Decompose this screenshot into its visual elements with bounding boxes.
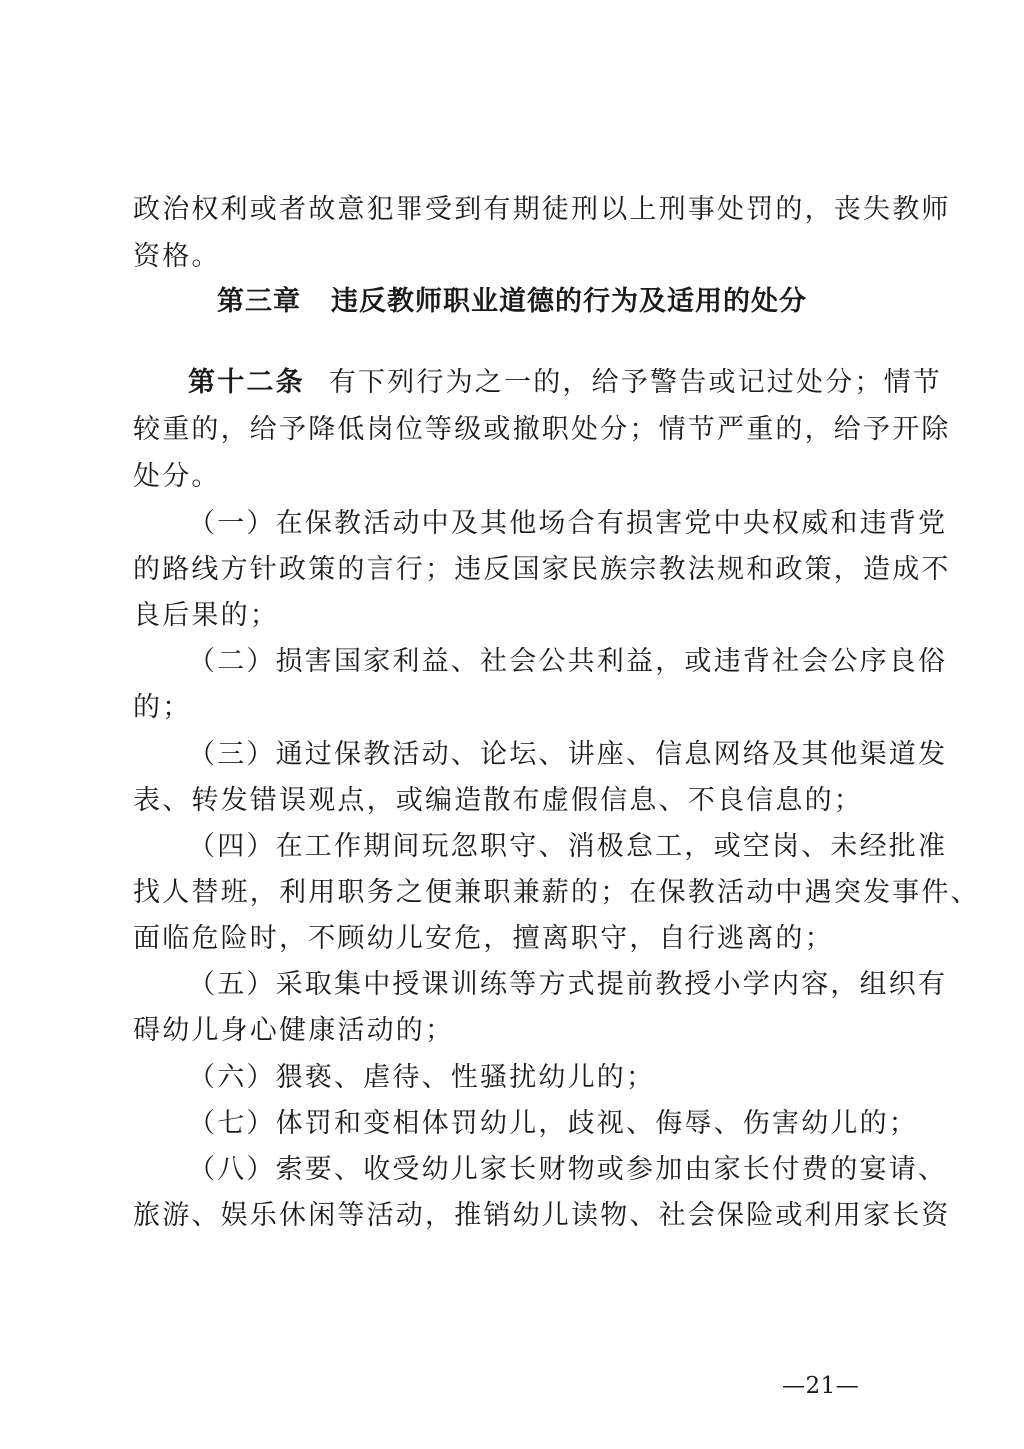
item-1-line-2: 的路线方针政策的言行；违反国家民族宗教法规和政策，造成不 bbox=[133, 554, 951, 585]
item-4-line-1: （四）在工作期间玩忽职守、消极怠工，或空岗、未经批准 bbox=[188, 831, 948, 862]
chapter-heading bbox=[0, 285, 1024, 319]
item-6-line-1: （六）猥亵、虐待、性骚扰幼儿的； bbox=[188, 1062, 656, 1093]
article-label: 第十二条 bbox=[188, 367, 305, 398]
item-4-line-3: 面临危险时，不顾幼儿安危，擅离职守，自行逃离的； bbox=[133, 923, 834, 954]
item-1-line-1: （一）在保教活动中及其他场合有损害党中央权威和违背党 bbox=[188, 508, 948, 539]
chapter-title: 违反教师职业道德的行为及适用的处分 bbox=[331, 286, 807, 317]
item-3-line-2: 表、转发错误观点，或编造散布虚假信息、不良信息的； bbox=[133, 785, 863, 816]
item-4-line-2: 找人替班，利用职务之便兼职兼薪的；在保教活动中遇突发事件、 bbox=[133, 877, 980, 908]
item-2-line-2: 的； bbox=[133, 692, 192, 723]
item-3-line-1: （三）通过保教活动、论坛、讲座、信息网络及其他渠道发 bbox=[188, 739, 948, 770]
item-5-line-1: （五）采取集中授课训练等方式提前教授小学内容，组织有 bbox=[188, 969, 948, 1000]
article-first-line bbox=[188, 366, 943, 400]
item-1-line-3: 良后果的； bbox=[133, 600, 279, 631]
continuation-line-2: 资格。 bbox=[133, 241, 221, 272]
page-number: —21— bbox=[782, 1373, 860, 1399]
continuation-line-1: 政治权利或者故意犯罪受到有期徒刑以上刑事处罚的，丧失教师 bbox=[133, 194, 951, 225]
item-8-line-2: 旅游、娱乐休闲等活动，推销幼儿读物、社会保险或利用家长资 bbox=[133, 1200, 951, 1231]
chapter-number: 第三章 bbox=[217, 286, 301, 317]
item-8-line-1: （八）索要、收受幼儿家长财物或参加由家长付费的宴请、 bbox=[188, 1154, 948, 1185]
article-line: 处分。 bbox=[133, 461, 221, 492]
item-7-line-1: （七）体罚和变相体罚幼儿，歧视、侮辱、伤害幼儿的； bbox=[188, 1108, 918, 1139]
article-first-line-text: 有下列行为之一的，给予警告或记过处分；情节 bbox=[328, 367, 943, 398]
article-line: 较重的，给予降低岗位等级或撤职处分；情节严重的，给予开除 bbox=[133, 414, 951, 445]
item-2-line-1: （二）损害国家利益、社会公共利益，或违背社会公序良俗 bbox=[188, 646, 948, 677]
item-5-line-2: 碍幼儿身心健康活动的； bbox=[133, 1015, 455, 1046]
